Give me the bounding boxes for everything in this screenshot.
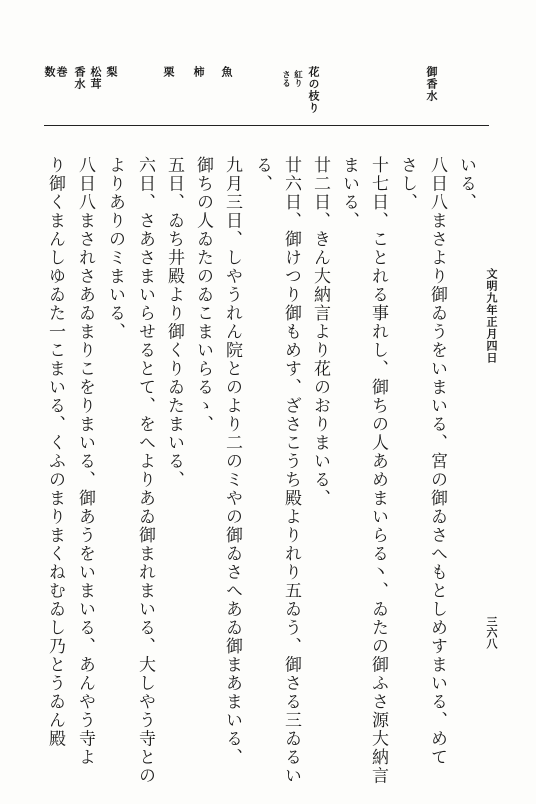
margin-gloss: 梨: [105, 66, 118, 78]
margin-gloss: 花の枝り: [307, 66, 320, 114]
body-line: る、: [252, 156, 272, 193]
margin-gloss: 巻: [55, 66, 68, 78]
body-line: さし、: [397, 156, 417, 212]
margin-gloss: さる: [280, 70, 291, 87]
margin-gloss: 松茸: [89, 66, 102, 90]
margin-gloss: 紅り: [292, 70, 303, 87]
body-line: 十七日、ことれる事れし、御ちの人あめまいらる丶、ゐたの御ふさ源大納言: [368, 156, 388, 785]
body-line: 九月三日、しやうれん院とのより二のミやの御ゐさへあゐ御まあまいる、: [222, 156, 242, 767]
margin-gloss: 数: [43, 66, 56, 78]
body-line: 五日、ゐち井殿より御くりゐたまいる、: [164, 156, 184, 489]
body-line: まいる、: [339, 156, 359, 230]
body-line: 廿二日、きん大納言より花のおりまいる、: [310, 156, 330, 508]
body-line: いる、: [456, 156, 476, 212]
body-line: よりありのミまいる、: [105, 156, 125, 341]
body-line: り御くまんしゆゐた一こまいる、くふのまりまくねむゐし乃とうゐん殿: [45, 156, 65, 748]
margin-gloss: 柿: [192, 66, 205, 78]
body-line: 御ちの人ゐたのゐこまいらるゝ、: [193, 156, 213, 434]
body-line: 六日、さあさまいらせるとて、をへよりあゐ御まれまいる、大しやう寺との: [135, 156, 155, 785]
page-number: 三六八: [485, 616, 498, 649]
margin-gloss: 香水: [73, 66, 86, 90]
margin-gloss: 魚: [220, 66, 233, 78]
margin-gloss: 御香水: [425, 66, 438, 102]
running-title: 文明九年正月四日: [485, 268, 498, 364]
margin-rule: [44, 125, 489, 126]
body-line: 廿六日、御けつり御もめす、ざさこうち殿よりれり五ゐう、御さる三ゐるい: [281, 156, 301, 785]
body-line: 八日八まさより御ゐうをいまいる、宮の御ゐさへもとしめすまいる、めて: [427, 156, 447, 767]
body-line: 八日八まされさあゐまりこをりまいる、御あうをいまいる、あんやう寺よ: [75, 156, 95, 767]
margin-gloss: 栗: [162, 66, 175, 78]
